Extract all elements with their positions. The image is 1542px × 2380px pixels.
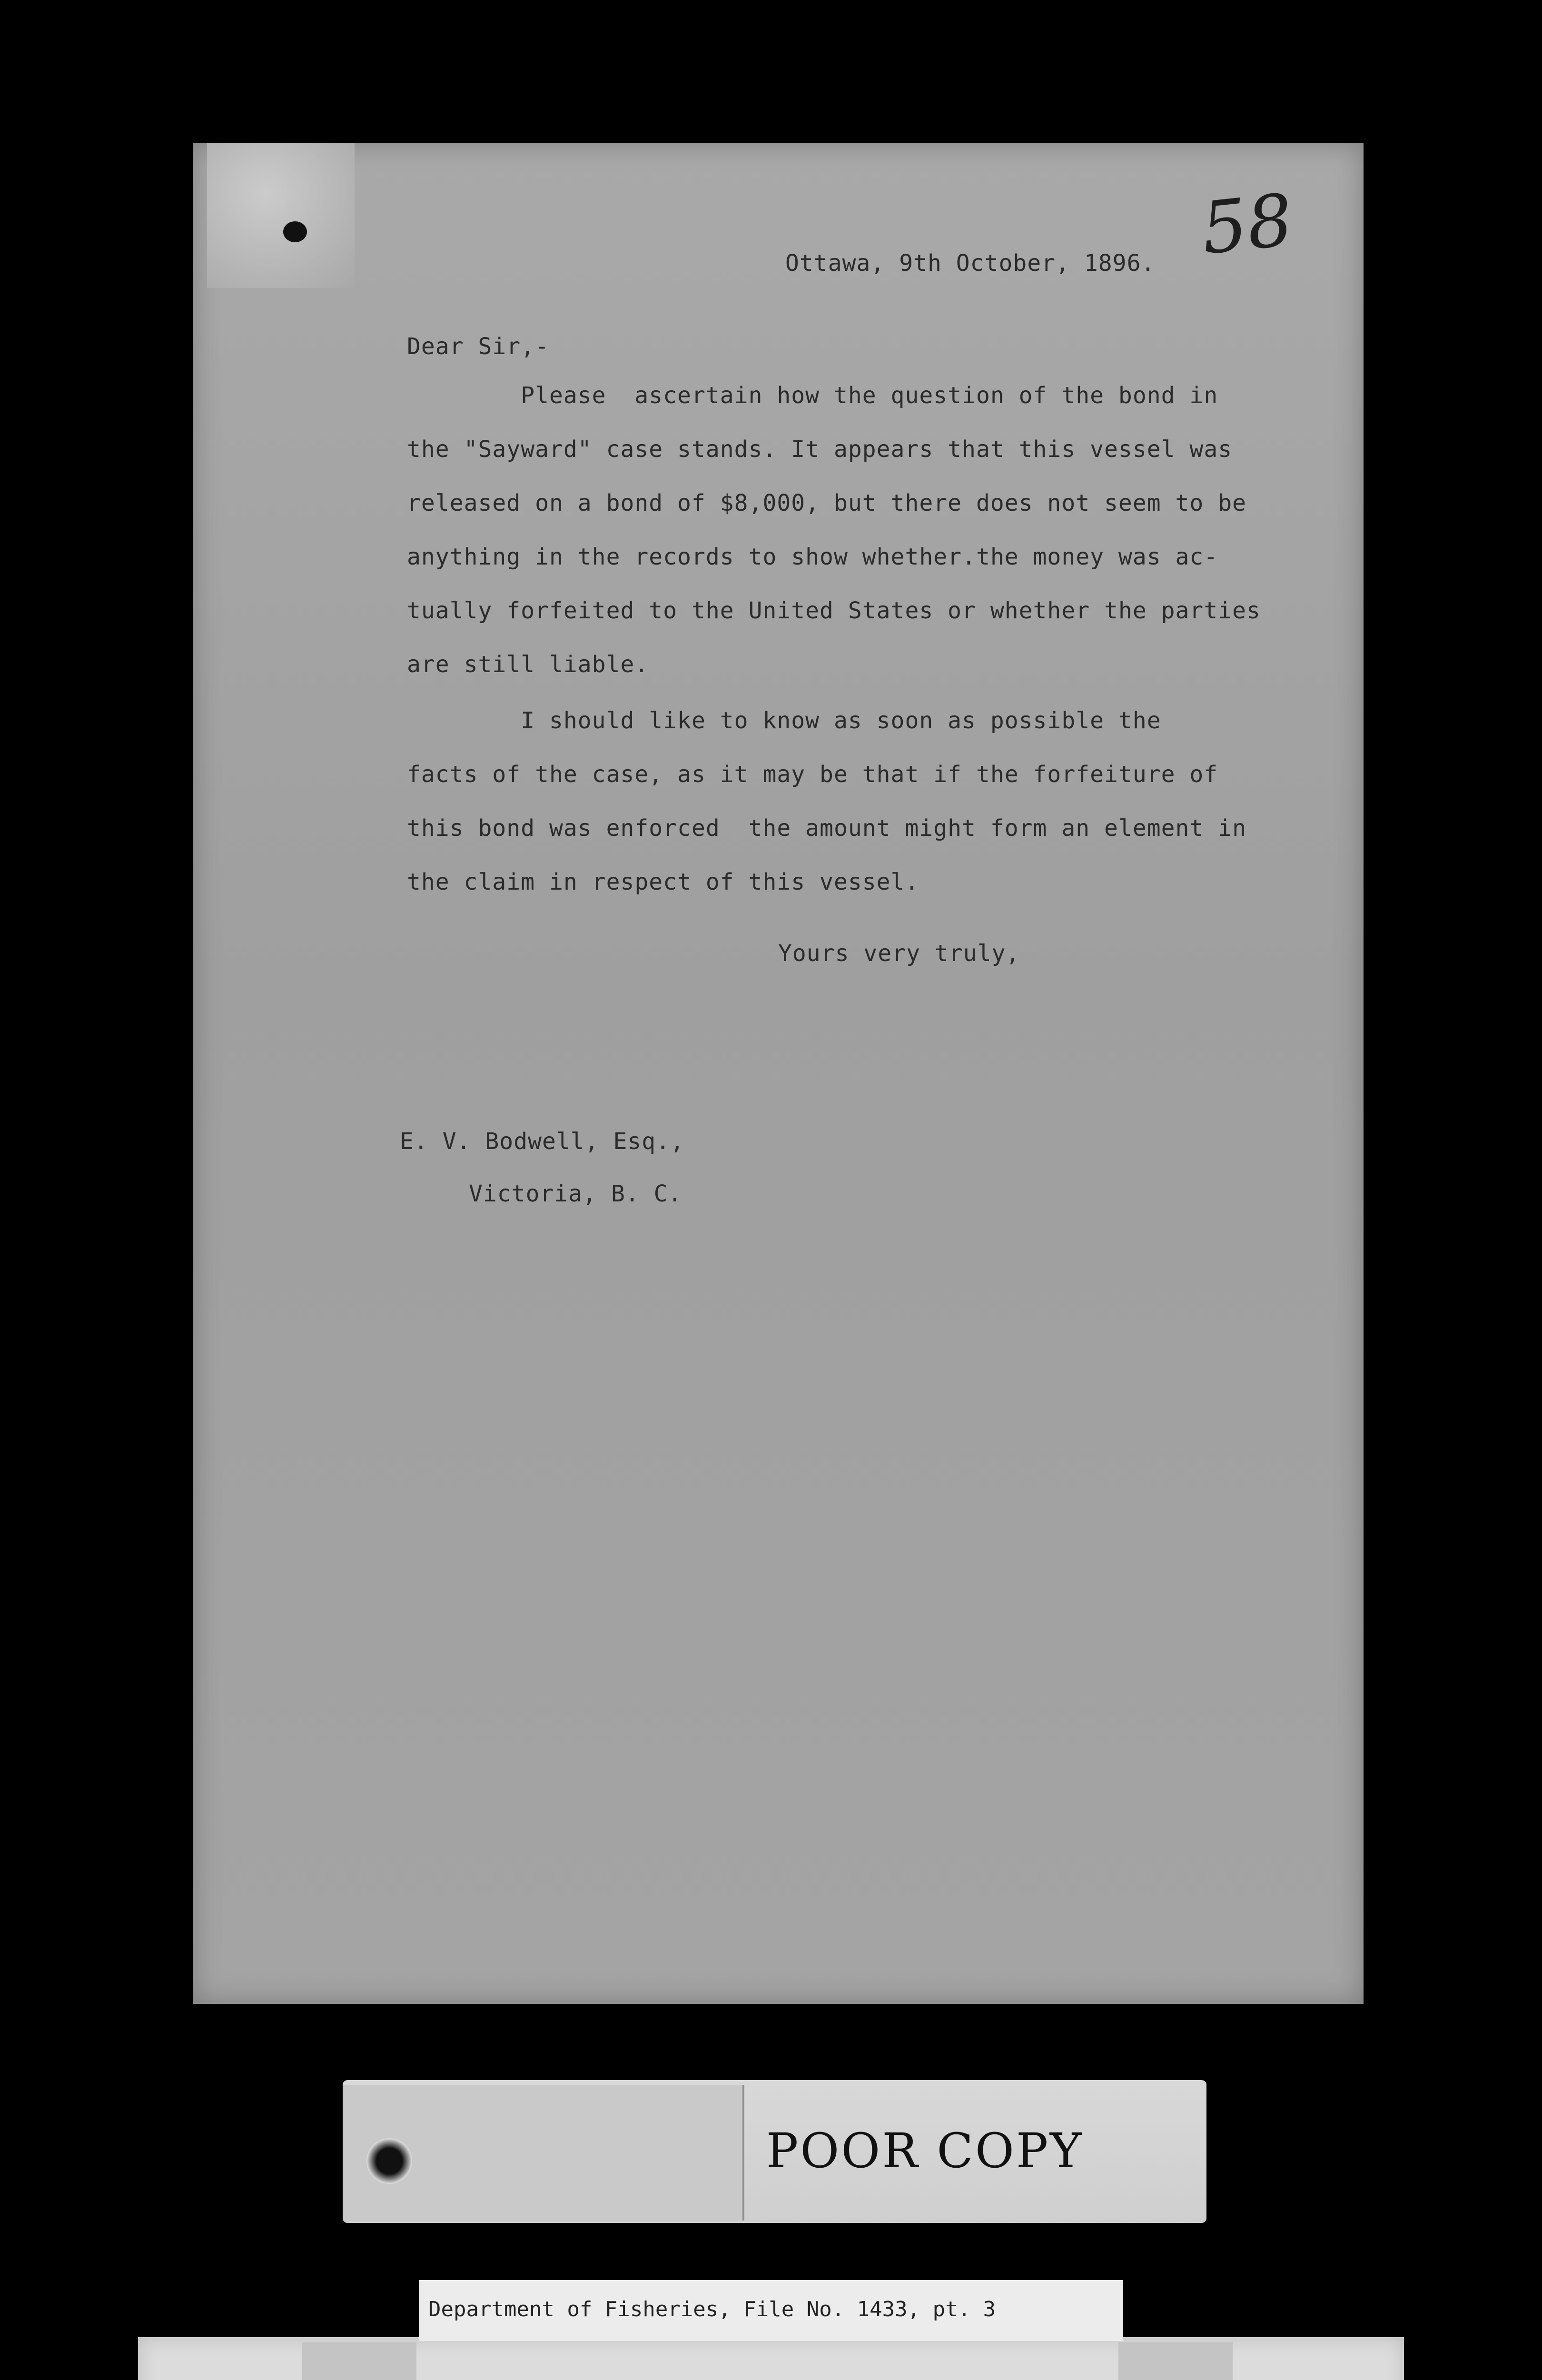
closing: Yours very truly,	[778, 940, 1020, 967]
punch-hole	[283, 221, 307, 242]
file-reference-text: Department of Fisheries, File No. 1433, pt. 3	[428, 2297, 996, 2321]
body-paragraph-2: I should like to know as soon as possible the facts of the case, as it may be that if the forfeiture of this bond was enforced the amount might form an element in the claim in respect of this vessel.	[407, 707, 1247, 895]
tag-eyelet-hole	[366, 2138, 412, 2184]
poor-copy-label: POOR COPY	[766, 2123, 1084, 2179]
letter-page	[193, 143, 1364, 2004]
handwritten-page-number: 58	[1197, 178, 1297, 271]
archive-card	[138, 2337, 1404, 2380]
tape-left	[302, 2342, 416, 2380]
salutation: Dear Sir,-	[407, 333, 549, 360]
stained-corner-patch	[207, 143, 355, 288]
date-line: Ottawa, 9th October, 1896.	[785, 250, 1156, 277]
tag-left-panel	[343, 2085, 744, 2221]
body-paragraph-1: Please ascertain how the question of the bond in the "Sayward" case stands. It appears that this vessel was released on a bond of $8,000, but there does not seem to be anything in the records to show whether.the money was ac- tually forfeited to the United States or whether the parties are still liable.	[407, 382, 1261, 678]
file-reference-label	[419, 2280, 1123, 2341]
addressee-city: Victoria, B. C.	[469, 1180, 682, 1207]
poor-copy-tag	[343, 2080, 1206, 2223]
tape-right	[1118, 2342, 1233, 2380]
addressee-name: E. V. Bodwell, Esq.,	[400, 1128, 684, 1155]
